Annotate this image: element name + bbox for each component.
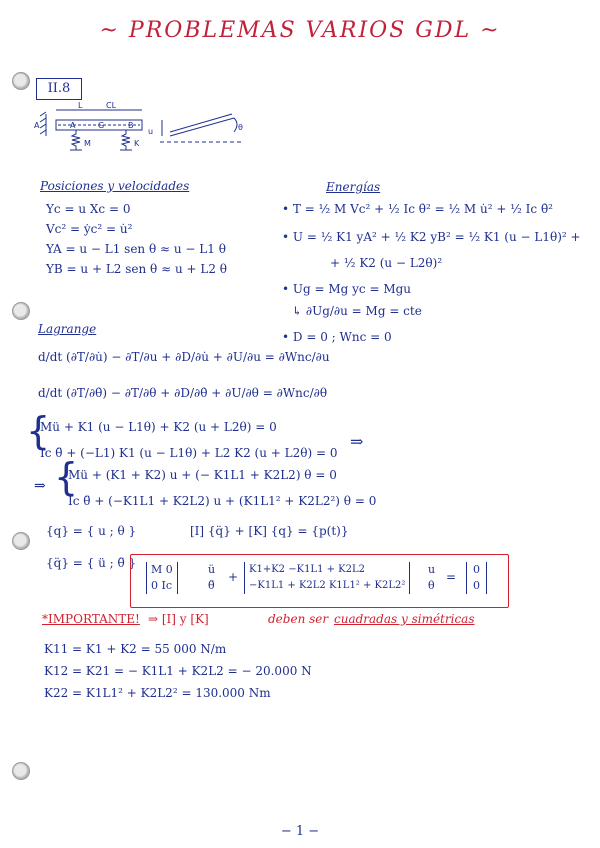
beam-spring-diagram <box>34 100 254 170</box>
svg-text:θ: θ <box>238 123 243 132</box>
brace-icon: { <box>26 409 51 453</box>
displacement-entry: u <box>428 563 436 576</box>
lagrange-equation: d/dt (∂T/∂θ̇) − ∂T/∂θ + ∂D/∂θ̇ + ∂U/∂θ = ∂Wnc/∂θ <box>38 386 328 400</box>
stiffness-matrix-row: K1+K2 −K1L1 + K2L2 <box>249 564 366 575</box>
energy-line: • U = ½ K1 yA² + ½ K2 yB² = ½ K1 (u − L1θ)² + <box>282 230 581 244</box>
matrix-equation: [I] {q̈} + [K] {q} = {p(t)} <box>190 524 349 538</box>
positions-line: YA = u − L1 sen θ ≈ u − L1 θ <box>46 242 226 256</box>
plus-sign: + <box>228 570 239 584</box>
svg-text:A: A <box>34 121 40 130</box>
stiffness-matrix-row: −K1L1 + K2L2 K1L1² + K2L2² <box>249 580 406 591</box>
positions-line: Vc² = ẏc² = u̇² <box>46 222 133 236</box>
stiffness-result: K11 = K1 + K2 = 55 000 N/m <box>44 642 227 656</box>
energy-line: • T = ½ M Vc² + ½ Ic θ̇² = ½ M u̇² + ½ Ic θ̇² <box>282 202 553 216</box>
brace-icon: { <box>54 455 79 499</box>
generalized-coordinates: {q} = { u ; θ } <box>46 524 137 538</box>
acceleration-column <box>208 562 215 594</box>
mass-matrix <box>146 562 178 594</box>
stiffness-result: K22 = K1L1² + K2L2² = 130.000 Nm <box>44 686 271 700</box>
page-title: ~ PROBLEMAS VARIOS GDL ~ <box>99 18 501 43</box>
svg-text:A: A <box>70 121 76 130</box>
implies-arrow: ⇒ <box>350 432 364 451</box>
svg-text:L: L <box>78 101 83 110</box>
important-emphasis: cuadradas y simétricas <box>334 612 475 626</box>
important-label: *IMPORTANTE! <box>42 612 140 626</box>
lagrange-heading: Lagrange <box>38 322 97 336</box>
implies-arrow: ⇒ <box>34 478 46 494</box>
equation-of-motion: Ic θ̈ + (−K1L1 + K2L2) u + (K1L1² + K2L2²) θ = 0 <box>68 494 377 508</box>
mass-matrix-row: 0 Ic <box>151 579 173 592</box>
acceleration-entry: ü <box>208 563 216 576</box>
positions-line: Yc = u Xc = 0 <box>46 202 131 216</box>
lagrange-equation: d/dt (∂T/∂u̇) − ∂T/∂u + ∂D/∂u̇ + ∂U/∂u = ∂Wnc/∂u <box>38 350 330 364</box>
equation-of-motion: Mü + (K1 + K2) u + (− K1L1 + K2L2) θ = 0 <box>68 468 337 482</box>
svg-text:M: M <box>84 139 91 148</box>
important-text: deben ser <box>268 612 329 626</box>
binder-hole <box>12 72 30 90</box>
svg-text:B: B <box>128 121 134 130</box>
load-column <box>466 562 487 594</box>
acceleration-vector: {q̈} = { ü ; θ̈ } <box>46 556 137 570</box>
svg-text:G: G <box>98 121 105 130</box>
energy-heading: Energías <box>326 180 381 194</box>
load-entry: 0 <box>473 579 480 592</box>
problem-id: II.8 <box>36 78 82 100</box>
energy-line: ↳ ∂Ug/∂u = Mg = cte <box>292 304 422 318</box>
displacement-column <box>428 562 435 594</box>
stiffness-result: K12 = K21 = − K1L1 + K2L2 = − 20.000 N <box>44 664 312 678</box>
positions-line: YB = u + L2 sen θ ≈ u + L2 θ <box>46 262 228 276</box>
important-arrow-text: ⇒ [I] y [K] <box>148 612 209 626</box>
binder-hole <box>12 302 30 320</box>
equation-of-motion: Ic θ̈ + (−L1) K1 (u − L1θ) + L2 K2 (u + L2θ) = 0 <box>40 446 338 460</box>
svg-text:u: u <box>148 127 154 136</box>
positions-heading: Posiciones y velocidades <box>40 179 190 193</box>
mass-matrix-row: M 0 <box>151 563 173 576</box>
energy-line: • D = 0 ; Wnc = 0 <box>282 330 392 344</box>
svg-text:K: K <box>134 139 140 148</box>
stiffness-matrix <box>244 562 410 594</box>
displacement-entry: θ <box>428 579 435 592</box>
energy-line: • Ug = Mg yc = Mgu <box>282 282 412 296</box>
svg-text:CL: CL <box>106 101 117 110</box>
load-entry: 0 <box>473 563 480 576</box>
energy-line: + ½ K2 (u − L2θ)² <box>330 256 443 270</box>
acceleration-entry: θ̈ <box>208 579 215 592</box>
binder-hole <box>12 532 30 550</box>
equation-of-motion: Mü + K1 (u − L1θ) + K2 (u + L2θ) = 0 <box>40 420 277 434</box>
binder-hole <box>12 762 30 780</box>
equals-sign: = <box>446 570 457 584</box>
page-number: − 1 − <box>280 824 320 839</box>
